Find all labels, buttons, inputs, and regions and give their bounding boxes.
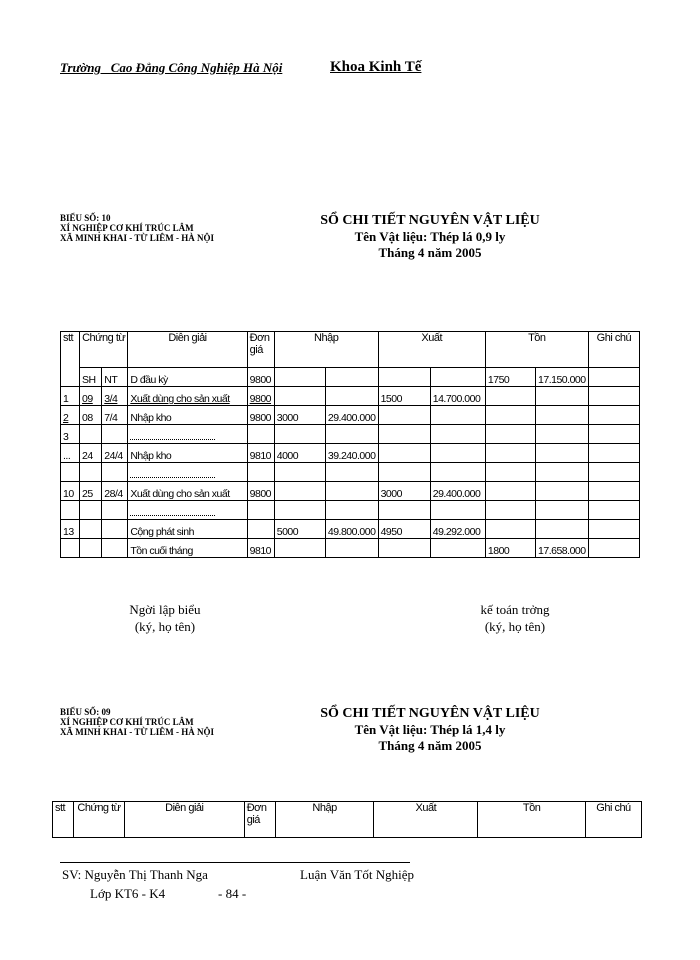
cell-in-qty: 5000 bbox=[274, 520, 325, 539]
cell-out-value bbox=[430, 368, 485, 387]
col-sh: SH bbox=[80, 368, 102, 387]
cell-out-qty bbox=[378, 406, 430, 425]
table-row bbox=[61, 482, 640, 501]
cell-sh: 08 bbox=[80, 406, 102, 425]
cell-out-qty bbox=[378, 368, 430, 387]
cell-note bbox=[588, 368, 639, 387]
cell-stt: 10 bbox=[61, 482, 80, 501]
col-nt: NT bbox=[102, 368, 128, 387]
cell-in-value: 39.240.000 bbox=[325, 444, 378, 463]
cell-desc: Xuất dùng cho sản xuất bbox=[128, 387, 247, 406]
cell-out-value: 14.700.000 bbox=[430, 387, 485, 406]
col-import: Nhập bbox=[274, 332, 378, 368]
company-address: XÃ MINH KHAI - TỪ LIÊM - HÀ NỘI bbox=[60, 727, 215, 737]
school-name: Trường Cao Đẳng Công Nghiệp Hà Nội bbox=[60, 60, 283, 75]
cell-desc: D đầu kỳ bbox=[128, 368, 247, 387]
cell-desc-dotted bbox=[128, 463, 247, 482]
cell-stock-value bbox=[536, 444, 589, 463]
table-row bbox=[61, 463, 640, 482]
cell-in-value bbox=[325, 368, 378, 387]
company-name: XÍ NGHIỆP CƠ KHÍ TRÚC LÂM bbox=[60, 223, 194, 233]
cell-note bbox=[588, 444, 639, 463]
cell-sh: 09 bbox=[80, 387, 102, 406]
table-row bbox=[61, 387, 640, 406]
table-row bbox=[61, 425, 640, 444]
cell-out-value bbox=[430, 444, 485, 463]
cell-stt: 1 bbox=[61, 387, 80, 406]
cell-out-qty: 1500 bbox=[378, 387, 430, 406]
ledger-title-block-2 bbox=[320, 706, 540, 754]
cell-stock-qty bbox=[485, 444, 535, 463]
cell-price: 9800 bbox=[247, 406, 274, 425]
faculty-name: Khoa Kinh Tế bbox=[330, 59, 422, 75]
cell-note bbox=[588, 387, 639, 406]
cell-stt: 2 bbox=[61, 406, 80, 425]
footer-divider bbox=[60, 862, 410, 863]
cell-in-qty bbox=[274, 482, 325, 501]
page-number: - 84 - bbox=[218, 886, 247, 901]
cell-stt: 3 bbox=[61, 425, 80, 444]
cell-stt: 13 bbox=[61, 520, 80, 539]
table-row bbox=[61, 444, 640, 463]
form-number: BIỂU SỐ: 09 bbox=[60, 707, 111, 717]
cell-in-value: 29.400.000 bbox=[325, 406, 378, 425]
cell-nt: 28/4 bbox=[102, 482, 128, 501]
material-name: Tên Vật liệu: Thép lá 1,4 ly bbox=[354, 722, 506, 737]
cell-desc-dotted bbox=[128, 425, 247, 444]
cell-desc: Nhập kho bbox=[128, 406, 247, 425]
col-stock: Tồn bbox=[485, 332, 588, 368]
col-unit-price: Đơn giá bbox=[247, 332, 274, 368]
ledger-period: Tháng 4 năm 2005 bbox=[378, 738, 482, 753]
cell-note bbox=[588, 406, 639, 425]
col-unit-price: Đơn giá bbox=[244, 802, 275, 838]
cell-out-qty: 4950 bbox=[378, 520, 430, 539]
cell-in-qty bbox=[274, 387, 325, 406]
table-row bbox=[61, 520, 640, 539]
cell-desc: Nhập kho bbox=[128, 444, 247, 463]
ledger-title: SỔ CHI TIẾT NGUYÊN VẬT LIỆU bbox=[320, 213, 540, 228]
cell-desc: Cộng phát sinh bbox=[128, 520, 247, 539]
col-export: Xuất bbox=[378, 332, 485, 368]
col-stt: stt bbox=[61, 332, 80, 387]
col-export: Xuất bbox=[374, 802, 478, 838]
ledger-title-block-1 bbox=[320, 213, 540, 261]
ledger-title: SỔ CHI TIẾT NGUYÊN VẬT LIỆU bbox=[320, 706, 540, 721]
cell-note bbox=[588, 482, 639, 501]
col-voucher: Chứng từ bbox=[80, 332, 128, 368]
preparer-sub: (ký, họ tên) bbox=[134, 619, 196, 634]
cell-stock-value bbox=[536, 387, 589, 406]
col-description: Diễn giải bbox=[124, 802, 244, 838]
cell-in-value bbox=[325, 482, 378, 501]
cell-stock-value: 17.658.000 bbox=[536, 539, 589, 558]
cell-stt: ... bbox=[61, 444, 80, 463]
col-voucher: Chứng từ bbox=[73, 802, 124, 838]
org-block-1 bbox=[60, 213, 214, 243]
cell-desc: Tồn cuối tháng bbox=[128, 539, 247, 558]
thesis-label: Luận Văn Tốt Nghiệp bbox=[300, 867, 414, 882]
accountant-sub: (ký, họ tên) bbox=[484, 619, 546, 634]
cell-stock-qty bbox=[485, 406, 535, 425]
company-address: XÃ MINH KHAI - TỪ LIÊM - HÀ NỘI bbox=[60, 233, 215, 243]
cell-nt: 24/4 bbox=[102, 444, 128, 463]
col-import: Nhập bbox=[275, 802, 374, 838]
table-row bbox=[61, 501, 640, 520]
cell-out-qty: 3000 bbox=[378, 482, 430, 501]
cell-in-value: 49.800.000 bbox=[325, 520, 378, 539]
cell-desc-dotted bbox=[128, 501, 247, 520]
cell-stock-value bbox=[536, 482, 589, 501]
cell-sh: 25 bbox=[80, 482, 102, 501]
preparer-label: Ngời lập biểu bbox=[129, 602, 201, 617]
cell-out-qty bbox=[378, 444, 430, 463]
col-stock: Tồn bbox=[478, 802, 586, 838]
cell-stock-qty bbox=[485, 387, 535, 406]
table-header-row bbox=[53, 802, 642, 838]
cell-price: 9800 bbox=[247, 387, 274, 406]
cell-price: 9800 bbox=[247, 368, 274, 387]
student-name: SV: Nguyễn Thị Thanh Nga bbox=[62, 867, 208, 882]
col-note: Ghi chú bbox=[588, 332, 639, 368]
col-note: Ghi chú bbox=[585, 802, 641, 838]
cell-in-qty: 4000 bbox=[274, 444, 325, 463]
preparer-signature bbox=[115, 601, 215, 635]
cell-sh: 24 bbox=[80, 444, 102, 463]
class-label: Lớp KT6 - K4 bbox=[90, 886, 166, 901]
table-header-row bbox=[61, 332, 640, 368]
col-description: Diễn giải bbox=[128, 332, 247, 368]
table-row bbox=[61, 539, 640, 558]
ledger-period: Tháng 4 năm 2005 bbox=[378, 245, 482, 260]
cell-stock-qty bbox=[485, 482, 535, 501]
cell-price: 9800 bbox=[247, 482, 274, 501]
form-number: BIỂU SỐ: 10 bbox=[60, 213, 111, 223]
cell-in-qty: 3000 bbox=[274, 406, 325, 425]
table-row bbox=[61, 368, 640, 387]
cell-stock-qty: 1800 bbox=[485, 539, 535, 558]
cell-stock-value bbox=[536, 406, 589, 425]
accountant-signature bbox=[465, 601, 565, 635]
material-name: Tên Vật liệu: Thép lá 0,9 ly bbox=[354, 229, 506, 244]
company-name: XÍ NGHIỆP CƠ KHÍ TRÚC LÂM bbox=[60, 717, 194, 727]
col-stt: stt bbox=[53, 802, 74, 838]
cell-out-value: 29.400.000 bbox=[430, 482, 485, 501]
cell-out-value: 49.292.000 bbox=[430, 520, 485, 539]
ledger-table-1 bbox=[60, 331, 640, 558]
cell-nt: 3/4 bbox=[102, 387, 128, 406]
cell-out-value bbox=[430, 406, 485, 425]
table-row bbox=[61, 406, 640, 425]
cell-in-value bbox=[325, 387, 378, 406]
cell-desc: Xuất dùng cho sản xuất bbox=[128, 482, 247, 501]
cell-stock-value: 17.150.000 bbox=[536, 368, 589, 387]
ledger-table-2 bbox=[52, 801, 642, 838]
cell-nt: 7/4 bbox=[102, 406, 128, 425]
org-block-2 bbox=[60, 707, 214, 737]
cell-in-qty bbox=[274, 368, 325, 387]
cell-price: 9810 bbox=[247, 444, 274, 463]
accountant-label: kế toán trởng bbox=[480, 602, 550, 617]
cell-stock-qty: 1750 bbox=[485, 368, 535, 387]
cell-price: 9810 bbox=[247, 539, 274, 558]
